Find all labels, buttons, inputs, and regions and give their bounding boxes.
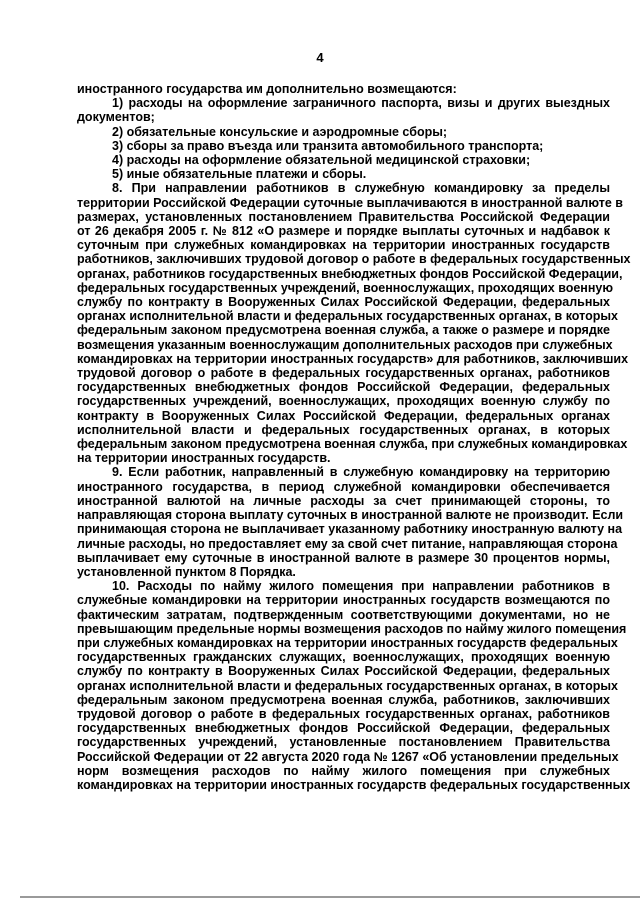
text-line: федеральным законом предусмотрена военная служба, при служебных командировках: [77, 437, 628, 452]
text-line: личные расходы, но предоставляет ему за свой счет питание, направляющая сторона: [77, 536, 618, 551]
text-line: органах исполнительной власти и федеральных государственных органах, в которых: [77, 678, 618, 693]
text-line: принимающая сторона не выплачивает указанному работнику иностранную валюту на: [77, 522, 623, 537]
text-line: иностранной валютой на личные расходы за счет принимающей стороны, то: [77, 493, 610, 508]
text-line: служебные командировки на территории иностранных государств возмещаются по: [77, 593, 610, 608]
text-line: иностранного государства им дополнительно возмещаются:: [77, 82, 457, 96]
text-line: 10. Расходы по найму жилого помещения при направлении работников в: [112, 579, 610, 594]
text-line: выплачивает ему суточные в иностранной валюте в размере 30 процентов нормы,: [77, 550, 610, 565]
text-line: службу по контракту в Вооруженных Силах Российской Федерации, федеральных: [77, 295, 610, 310]
text-line: органах, работников государственных внебюджетных фондов Российской Федерации,: [77, 266, 623, 281]
text-line: работников, заключивших трудовой договор о работе в федеральных государственных: [77, 252, 631, 267]
text-line: направляющая сторона выплату суточных в иностранной валюте не производит. Если: [77, 508, 624, 523]
text-line: 8. При направлении работников в служебную командировку за пределы: [112, 181, 610, 196]
text-line: федеральным законом предусмотрена военная служба, работников, заключивших: [77, 692, 610, 707]
text-line: федеральным законом предусмотрена военная служба, а также о размере и порядке: [77, 323, 610, 338]
text-line: установленной пунктом 8 Порядка.: [77, 564, 296, 579]
text-line: службу по контракту в Вооруженных Силах Российской Федерации, федеральных: [77, 664, 610, 679]
text-line: норм возмещения расходов по найму жилого помещения при служебных: [77, 763, 610, 778]
text-line: 9. Если работник, направленный в служебную командировку на территорию: [112, 465, 610, 480]
text-line: трудовой договор о работе в федеральных государственных органах, работников: [77, 706, 610, 721]
text-line: на территории иностранных государств.: [77, 451, 331, 466]
text-line: документов;: [77, 110, 155, 125]
text-line: государственных гражданских служащих, военнослужащих, проходящих военную: [77, 650, 610, 665]
text-line: трудовой договор о работе в федеральных государственных органах, работников: [77, 366, 610, 381]
text-line: командировках на территории иностранных государств» для работников, заключивших: [77, 351, 629, 366]
text-line: возмещения указанным военнослужащим дополнительных расходов при служебных: [77, 337, 613, 352]
text-line: 3) сборы за право въезда или транзита автомобильного транспорта;: [112, 138, 544, 153]
text-line: государственных внебюджетных фондов Российской Федерации, федеральных: [77, 721, 610, 736]
text-line: фактическим затратам, подтвержденным соответствующими документами, но не: [77, 607, 610, 622]
text-line: государственных внебюджетных фондов Российской Федерации, федеральных: [77, 380, 610, 395]
text-line: 4) расходы на оформление обязательной медицинской страховки;: [112, 153, 531, 168]
text-line: превышающим предельные нормы возмещения расходов по найму жилого помещения: [77, 621, 627, 636]
text-line: контракту в Вооруженных Силах Российской Федерации, федеральных органах: [77, 408, 610, 423]
text-line: исполнительной власти и федеральных государственных органах, в которых: [77, 422, 610, 437]
page-number: 4: [316, 50, 324, 65]
text-line: Российской Федерации от 22 августа 2020 года № 1267 «Об установлении предельных: [77, 749, 619, 764]
text-line: 2) обязательные консульские и аэродромные сборы;: [112, 124, 448, 139]
text-line: 5) иные обязательные платежи и сборы.: [112, 167, 367, 182]
text-line: территории Российской Федерации суточные выплачиваются в иностранной валюте в: [77, 195, 623, 210]
text-line: размерах, установленных постановлением Правительства Российской Федерации: [77, 209, 610, 224]
text-line: командировках на территории иностранных государств федеральных государственных: [77, 777, 631, 792]
text-line: 1) расходы на оформление заграничного паспорта, визы и других выездных: [112, 96, 610, 111]
text-line: государственных учреждений, военнослужащих, проходящих военную службу по: [77, 394, 610, 409]
text-line: федеральных государственных учреждений, военнослужащих, проходящих военную: [77, 280, 614, 295]
text-line: от 26 декабря 2005 г. № 812 «О размере и порядке выплаты суточных и надбавок к: [77, 224, 610, 239]
text-line: при служебных командировках на территории иностранных государств федеральных: [77, 635, 618, 650]
text-line: органах исполнительной власти и федеральных государственных органах, в которых: [77, 309, 618, 324]
text-line: иностранного государства, в период служебной командировки обеспечивается: [77, 479, 610, 494]
text-line: суточным при служебных командировках на территории иностранных государств: [77, 238, 610, 253]
page-bottom-rule: [20, 896, 640, 898]
text-line: государственных учреждений, установленные постановлением Правительства: [77, 735, 610, 750]
document-body: [77, 82, 631, 792]
